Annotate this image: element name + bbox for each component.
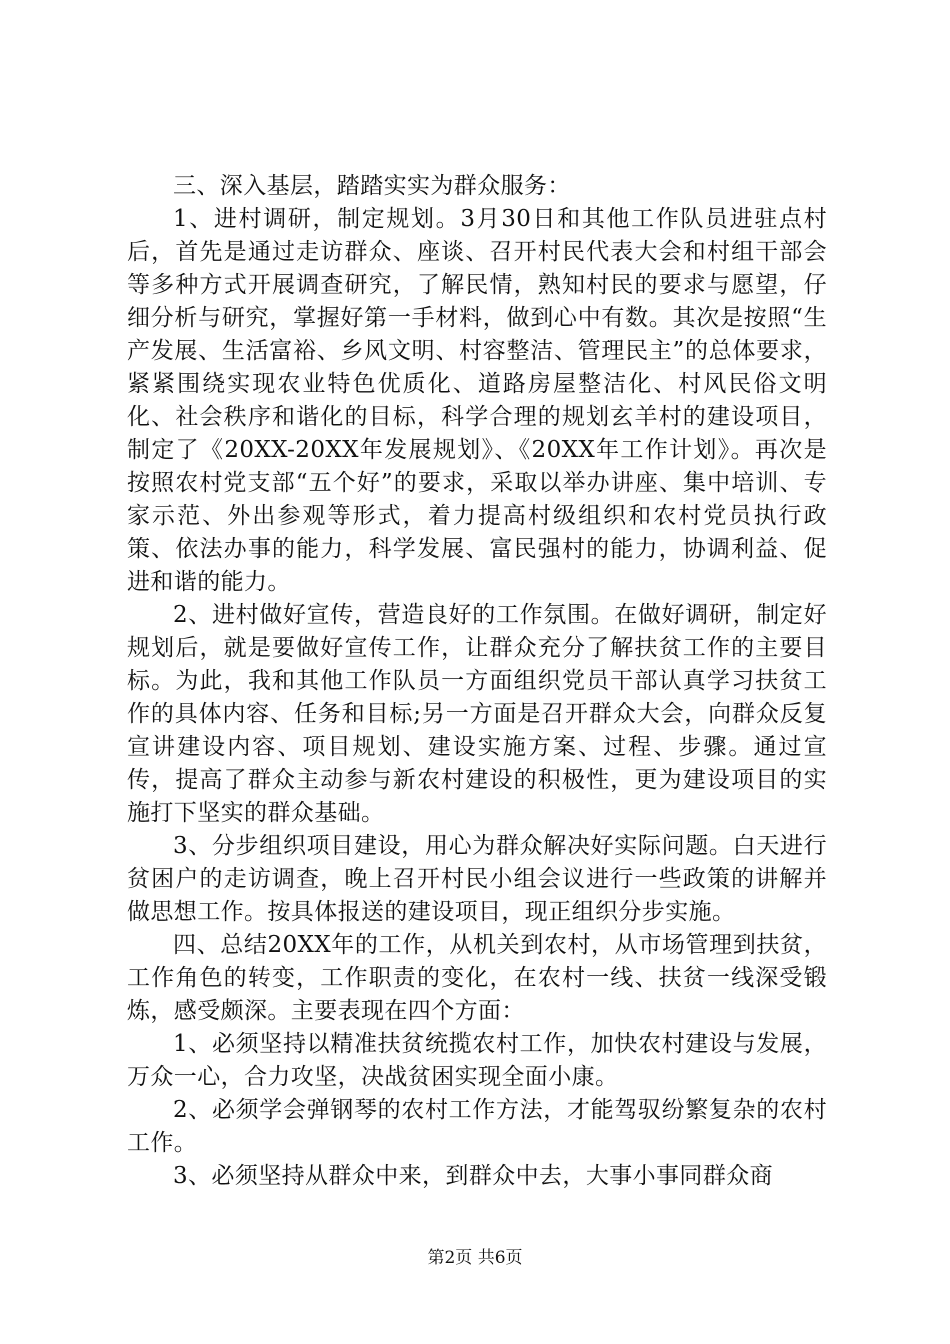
section-heading-3: 三、深入基层，踏踏实实为群众服务： bbox=[173, 173, 571, 199]
paragraph-publicity: 2、进村做好宣传，营造良好的工作氛围。在做好调研，制定好规划后，就是要做好宣传工作，让群众充分了解扶贫工作的主要目标。为此，我和其他工作队员一方面组织党员干部认真学习扶贫工作的具体内容、任务和目标;另一方面是召开群众大会，向群众反复宣讲建设内容、项目规划、建设实施方案、过程、步骤。通过宣传，提高了群众主动参与新农村建设的积极性，更为建设项目的实施打下坚实的群众基础。 bbox=[127, 602, 827, 826]
document-body bbox=[127, 170, 827, 1193]
paragraph-point-1: 1、必须坚持以精准扶贫统揽农村工作，加快农村建设与发展，万众一心，合力攻坚，决战贫困实现全面小康。 bbox=[127, 1031, 827, 1090]
paragraph-research-planning: 1、进村调研，制定规划。3月30日和其他工作队员进驻点村后，首先是通过走访群众、座谈、召开村民代表大会和村组干部会等多种方式开展调查研究，了解民情，熟知村民的要求与愿望，仔细分析与研究，掌握好第一手材料，做到心中有数。其次是按照“生产发展、生活富裕、乡风文明、村容整洁、管理民主”的总体要求，紧紧围绕实现农业特色优质化、道路房屋整洁化、村风民俗文明化、社会秩序和谐化的目标，科学合理的规划玄羊村的建设项目，制定了《20XX-20XX年发展规划》、《20XX年工作计划》。再次是按照农村党支部“五个好”的要求，采取以举办讲座、集中培训、专家示范、外出参观等形式，着力提高村级组织和农村党员执行政策、依法办事的能力，科学发展、富民强村的能力，协调利益、促进和谐的能力。 bbox=[127, 206, 827, 595]
paragraph-point-3: 3、必须坚持从群众中来，到群众中去，大事小事同群众商 bbox=[173, 1163, 774, 1189]
paragraph-project-construction: 3、分步组织项目建设，用心为群众解决好实际问题。白天进行贫困户的走访调查，晚上召开村民小组会议进行一些政策的讲解并做思想工作。按具体报送的建设项目，现正组织分步实施。 bbox=[127, 833, 827, 925]
section-heading-4: 四、总结20XX年的工作，从机关到农村，从市场管理到扶贫，工作角色的转变，工作职责的变化，在农村一线、扶贫一线深受锻炼，感受颇深。主要表现在四个方面： bbox=[127, 932, 827, 1024]
paragraph-point-2: 2、必须学会弹钢琴的农村工作方法，才能驾驭纷繁复杂的农村工作。 bbox=[127, 1097, 827, 1156]
page-number-footer: 第2页 共6页 bbox=[427, 1248, 523, 1268]
